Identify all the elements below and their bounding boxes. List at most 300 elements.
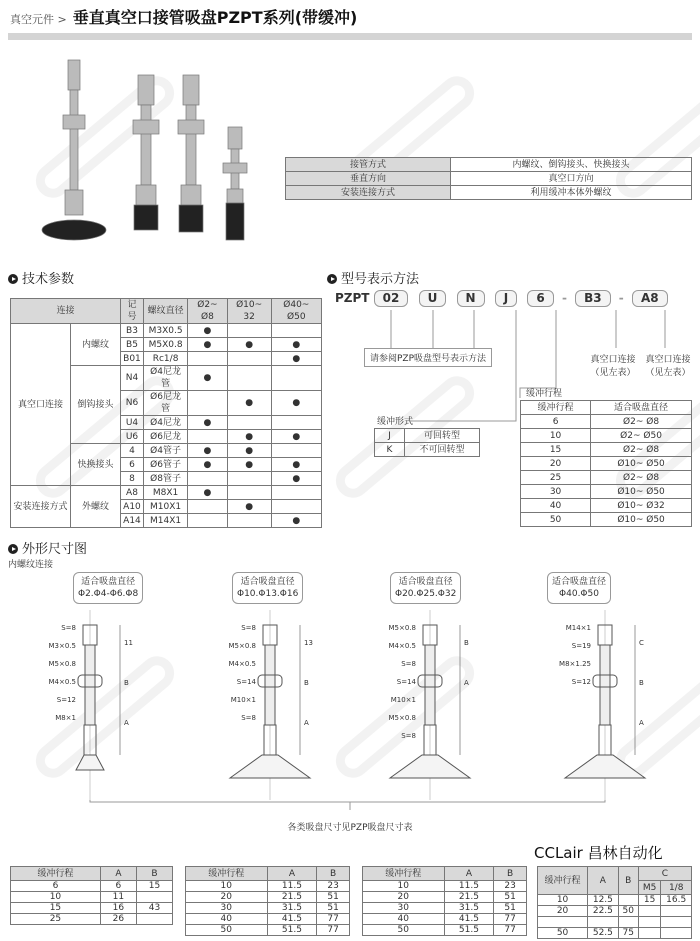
table-row bbox=[538, 895, 692, 906]
dimension-label: M8×1 bbox=[55, 714, 76, 722]
dimension-label: A bbox=[639, 719, 644, 727]
b3-note: 真空口连接 （见左表） bbox=[590, 355, 636, 378]
table-cell: 50 bbox=[618, 906, 638, 917]
table-cell: 11.5 bbox=[267, 881, 317, 892]
table-cell: B bbox=[317, 867, 350, 881]
table-cell: U4 bbox=[121, 416, 144, 430]
table-cell: 30 bbox=[521, 485, 591, 499]
table-cell: 缓冲行程 bbox=[11, 867, 101, 881]
table-cell: B01 bbox=[121, 352, 144, 366]
table-cell: 41.5 bbox=[267, 914, 317, 925]
tech-section-heading bbox=[8, 268, 74, 287]
table-cell: ● bbox=[227, 338, 271, 352]
table-cell: 22.5 bbox=[588, 906, 619, 917]
table-cell: 接管方式 bbox=[286, 158, 451, 172]
table-row bbox=[521, 457, 692, 471]
table-row bbox=[538, 928, 692, 939]
suction-cup bbox=[390, 755, 470, 778]
dims-section-heading bbox=[8, 538, 87, 557]
table-cell: B bbox=[494, 867, 527, 881]
table-cell bbox=[188, 430, 227, 444]
table-row bbox=[11, 903, 173, 914]
table-cell: Rc1/8 bbox=[143, 352, 187, 366]
table-cell bbox=[188, 514, 227, 528]
table-cell bbox=[661, 917, 692, 928]
table-cell: 不可回转型 bbox=[405, 443, 480, 457]
table-cell: 内螺纹 bbox=[71, 324, 121, 366]
table-cell: Ø10~ Ø50 bbox=[591, 485, 692, 499]
fit-diameter-box bbox=[232, 572, 303, 604]
table-cell: A10 bbox=[121, 500, 144, 514]
dimension-label: S=19 bbox=[571, 642, 591, 650]
dimension-label: S=8 bbox=[401, 660, 416, 668]
table-cell: 41.5 bbox=[444, 914, 494, 925]
table-row bbox=[521, 443, 692, 457]
table-cell: M10X1 bbox=[143, 500, 187, 514]
table-cell: 31.5 bbox=[267, 903, 317, 914]
table-cell: M5X0.8 bbox=[143, 338, 187, 352]
table-cell bbox=[227, 352, 271, 366]
table-cell: 6 bbox=[521, 415, 591, 429]
table-cell bbox=[618, 895, 638, 906]
table-cell: 内螺纹、倒钩接头、快换接头 bbox=[451, 158, 692, 172]
dimension-label: M5×0.8 bbox=[388, 714, 416, 722]
table-cell: B bbox=[618, 867, 638, 895]
table-cell: 15 bbox=[638, 895, 661, 906]
table-cell: Ø10~ Ø50 bbox=[591, 513, 692, 527]
table-cell: M14X1 bbox=[143, 514, 187, 528]
table-cell: 51.5 bbox=[267, 925, 317, 936]
table-cell: Ø10~ Ø32 bbox=[591, 499, 692, 513]
table-cell: 安装连接方式 bbox=[11, 486, 71, 528]
table-cell bbox=[227, 324, 271, 338]
table-cell: ● bbox=[271, 458, 321, 472]
table-cell: 垂直方向 bbox=[286, 172, 451, 186]
table-cell: M8X1 bbox=[143, 486, 187, 500]
table-cell: 适合吸盘直径 bbox=[591, 401, 692, 415]
table-cell: 77 bbox=[317, 914, 350, 925]
table-row bbox=[363, 914, 527, 925]
brand-overlay: CCLair 昌林自动化 bbox=[534, 844, 663, 862]
dimension-label: M10×1 bbox=[390, 696, 416, 704]
table-row bbox=[11, 486, 322, 500]
dash: - bbox=[618, 291, 624, 305]
size-table bbox=[185, 866, 350, 936]
table-cell: 缓冲行程 bbox=[363, 867, 445, 881]
dimension-label: S=12 bbox=[571, 678, 591, 686]
table-cell bbox=[227, 486, 271, 500]
table-row bbox=[363, 892, 527, 903]
table-cell: 16 bbox=[100, 903, 136, 914]
table-cell: A14 bbox=[121, 514, 144, 528]
dimension-label: B bbox=[464, 639, 469, 647]
table-row bbox=[538, 906, 692, 917]
table-cell bbox=[136, 892, 172, 903]
table-cell: U6 bbox=[121, 430, 144, 444]
dims-caption: 各类吸盘尺寸见PZP吸盘尺寸表 bbox=[287, 823, 413, 833]
table-cell: 30 bbox=[186, 903, 268, 914]
dimension-label: S=8 bbox=[401, 732, 416, 740]
table-cell: M5 bbox=[638, 881, 661, 895]
table-cell: 51 bbox=[494, 903, 527, 914]
table-cell: 6 bbox=[121, 458, 144, 472]
table-cell: Ø2~ Ø50 bbox=[591, 429, 692, 443]
overview-table bbox=[285, 157, 692, 200]
table-cell: 10 bbox=[538, 895, 588, 906]
table-cell bbox=[588, 917, 619, 928]
table-row bbox=[363, 903, 527, 914]
fit-label: 适合吸盘直径 bbox=[552, 577, 607, 587]
table-cell: 50 bbox=[521, 513, 591, 527]
table-cell bbox=[271, 486, 321, 500]
table-row bbox=[363, 881, 527, 892]
table-cell bbox=[638, 906, 661, 917]
table-cell: Ø6尼龙管 bbox=[143, 391, 187, 416]
dimension-label: M5×0.8 bbox=[48, 660, 76, 668]
code-type: U bbox=[419, 290, 447, 307]
table-cell bbox=[271, 324, 321, 338]
table-cell bbox=[136, 914, 172, 925]
fit-label: 适合吸盘直径 bbox=[398, 577, 453, 587]
table-cell: Ø8管子 bbox=[143, 472, 187, 486]
dimension-label: A bbox=[124, 719, 129, 727]
table-cell: 25 bbox=[521, 471, 591, 485]
table-cell: 真空口连接 bbox=[11, 324, 71, 486]
table-cell: 10 bbox=[186, 881, 268, 892]
table-cell: 40 bbox=[186, 914, 268, 925]
dimension-label: B bbox=[124, 679, 129, 687]
dims-subtitle: 内螺纹连接 bbox=[8, 560, 54, 570]
table-cell: 15 bbox=[136, 881, 172, 892]
breadcrumb[interactable]: 真空元件 > bbox=[10, 13, 67, 26]
table-header-row bbox=[186, 867, 350, 881]
table-cell: 52.5 bbox=[588, 928, 619, 939]
table-cell bbox=[271, 500, 321, 514]
fit-values: Φ10.Φ13.Φ16 bbox=[237, 589, 299, 599]
table-cell: Ø2~ Ø8 bbox=[591, 415, 692, 429]
table-cell: J bbox=[375, 429, 405, 443]
table-cell: 6 bbox=[100, 881, 136, 892]
title-divider bbox=[8, 33, 692, 40]
table-cell bbox=[227, 366, 271, 391]
table-cell bbox=[638, 917, 661, 928]
table-cell bbox=[188, 472, 227, 486]
code-buffer-stroke: 6 bbox=[527, 290, 553, 307]
body bbox=[265, 645, 275, 725]
dimension-label: M5×0.8 bbox=[388, 624, 416, 632]
table-row bbox=[521, 513, 692, 527]
dimension-label: S=8 bbox=[241, 624, 256, 632]
dimension-label: M8×1.25 bbox=[559, 660, 591, 668]
dimension-label: M4×0.5 bbox=[48, 678, 76, 686]
table-cell: ● bbox=[271, 514, 321, 528]
dimension-label: S=8 bbox=[61, 624, 76, 632]
table-cell: ● bbox=[188, 416, 227, 430]
table-cell: 连接 bbox=[11, 299, 121, 324]
table-cell: 12.5 bbox=[588, 895, 619, 906]
table-row bbox=[11, 881, 173, 892]
table-cell: Ø2~ Ø8 bbox=[188, 299, 227, 324]
dimension-drawings bbox=[0, 610, 700, 810]
play-bullet-icon bbox=[327, 274, 337, 284]
table-cell: Ø2~ Ø8 bbox=[591, 443, 692, 457]
table-cell: Ø4尼龙 bbox=[143, 416, 187, 430]
model-prefix: PZPT bbox=[335, 291, 370, 305]
dimension-label: M4×0.5 bbox=[388, 642, 416, 650]
table-cell: ● bbox=[188, 486, 227, 500]
table-cell: B3 bbox=[121, 324, 144, 338]
dimension-label: S=12 bbox=[56, 696, 76, 704]
dimension-label: M4×0.5 bbox=[228, 660, 256, 668]
table-cell: 10 bbox=[521, 429, 591, 443]
table-row bbox=[521, 471, 692, 485]
table-cell: 外螺纹 bbox=[71, 486, 121, 528]
dimension-label: M3×0.5 bbox=[48, 642, 76, 650]
fit-values: Φ40.Φ50 bbox=[559, 589, 599, 599]
size-table bbox=[10, 866, 173, 925]
table-cell bbox=[661, 906, 692, 917]
size-table bbox=[362, 866, 527, 936]
table-cell: 11.5 bbox=[444, 881, 494, 892]
header bbox=[10, 5, 357, 28]
table-cell: Ø40~ Ø50 bbox=[271, 299, 321, 324]
table-cell: A bbox=[100, 867, 136, 881]
table-cell: 缓冲行程 bbox=[186, 867, 268, 881]
table-cell: Ø4管子 bbox=[143, 444, 187, 458]
table-cell: 快换接头 bbox=[71, 444, 121, 486]
table-row bbox=[375, 429, 480, 443]
tech-params-table bbox=[10, 298, 322, 528]
dimension-label: S=14 bbox=[396, 678, 416, 686]
table-row bbox=[286, 172, 692, 186]
table-cell: 23 bbox=[317, 881, 350, 892]
table-cell bbox=[271, 366, 321, 391]
fit-values: Φ2.Φ4-Φ6.Φ8 bbox=[78, 589, 139, 599]
table-cell: 77 bbox=[317, 925, 350, 936]
buffer-stroke-table bbox=[520, 400, 692, 527]
table-row bbox=[286, 186, 692, 200]
body bbox=[425, 645, 435, 725]
table-cell: K bbox=[375, 443, 405, 457]
table-cell: 51 bbox=[494, 892, 527, 903]
fit-values: Φ20.Φ25.Φ32 bbox=[395, 589, 457, 599]
table-cell: 倒钩接头 bbox=[71, 366, 121, 444]
table-cell: A bbox=[444, 867, 494, 881]
table-cell: ● bbox=[227, 444, 271, 458]
table-row bbox=[538, 917, 692, 928]
table-cell: ● bbox=[227, 500, 271, 514]
table-cell: ● bbox=[271, 391, 321, 416]
dimension-label: M5×0.8 bbox=[228, 642, 256, 650]
table-cell: 缓冲行程 bbox=[521, 401, 591, 415]
table-cell bbox=[188, 391, 227, 416]
table-cell: A bbox=[588, 867, 619, 895]
table-row bbox=[11, 324, 322, 338]
table-cell: 51.5 bbox=[444, 925, 494, 936]
table-cell: 缓冲行程 bbox=[538, 867, 588, 895]
table-cell bbox=[227, 416, 271, 430]
table-row bbox=[186, 881, 350, 892]
dimension-label: M14×1 bbox=[565, 624, 591, 632]
buffer-stroke-label: 缓冲行程 bbox=[526, 389, 563, 399]
body bbox=[600, 645, 610, 725]
table-cell: B5 bbox=[121, 338, 144, 352]
table-cell: N4 bbox=[121, 366, 144, 391]
suction-cup bbox=[565, 755, 645, 778]
dimension-label: S=8 bbox=[241, 714, 256, 722]
table-cell: M3X0.5 bbox=[143, 324, 187, 338]
table-cell: 31.5 bbox=[444, 903, 494, 914]
table-cell: ● bbox=[271, 352, 321, 366]
fit-label: 适合吸盘直径 bbox=[81, 577, 136, 587]
table-row bbox=[186, 914, 350, 925]
table-cell: 4 bbox=[121, 444, 144, 458]
table-cell: 51 bbox=[317, 892, 350, 903]
table-cell bbox=[188, 500, 227, 514]
fit-diameter-box bbox=[390, 572, 461, 604]
table-row bbox=[11, 892, 173, 903]
buffer-form-label: 缓冲形式 bbox=[377, 417, 414, 427]
dimension-label: A bbox=[464, 679, 469, 687]
table-cell: 51 bbox=[317, 903, 350, 914]
table-cell: N6 bbox=[121, 391, 144, 416]
table-cell bbox=[271, 416, 321, 430]
code-mount: A8 bbox=[632, 290, 668, 307]
table-cell bbox=[618, 917, 638, 928]
table-cell: A bbox=[267, 867, 317, 881]
table-cell: 1/8 bbox=[661, 881, 692, 895]
table-header-row bbox=[11, 299, 322, 324]
table-header-row bbox=[538, 867, 692, 881]
fit-diameter-box bbox=[547, 572, 611, 604]
table-cell: 记号 bbox=[121, 299, 144, 324]
page-title: 垂直真空口接管吸盘PZPT系列(带缓冲) bbox=[72, 8, 358, 27]
table-cell: Ø6管子 bbox=[143, 458, 187, 472]
table-cell: ● bbox=[271, 338, 321, 352]
table-cell: ● bbox=[188, 338, 227, 352]
table-cell: 40 bbox=[521, 499, 591, 513]
play-bullet-icon bbox=[8, 544, 18, 554]
table-cell: 77 bbox=[494, 925, 527, 936]
table-cell: 15 bbox=[521, 443, 591, 457]
code-vacuum-port: B3 bbox=[575, 290, 611, 307]
table-row bbox=[521, 429, 692, 443]
bracket-line bbox=[90, 800, 605, 810]
code-material: N bbox=[457, 290, 485, 307]
table-cell bbox=[661, 928, 692, 939]
table-row bbox=[521, 415, 692, 429]
table-cell bbox=[538, 917, 588, 928]
table-header-row bbox=[521, 401, 692, 415]
table-cell: ● bbox=[188, 324, 227, 338]
table-cell: A8 bbox=[121, 486, 144, 500]
table-cell: ● bbox=[227, 391, 271, 416]
product-photo bbox=[30, 55, 280, 250]
table-cell bbox=[227, 514, 271, 528]
table-cell: 10 bbox=[11, 892, 101, 903]
table-cell: 40 bbox=[363, 914, 445, 925]
section-title: 型号表示方法 bbox=[341, 272, 420, 287]
model-code bbox=[335, 290, 668, 307]
dash: - bbox=[561, 291, 567, 305]
table-cell bbox=[227, 472, 271, 486]
table-cell: 20 bbox=[363, 892, 445, 903]
buffer-form-table bbox=[374, 428, 480, 457]
table-row bbox=[375, 443, 480, 457]
table-cell: Ø6尼龙 bbox=[143, 430, 187, 444]
table-cell: C bbox=[638, 867, 691, 881]
table-cell: ● bbox=[188, 444, 227, 458]
table-cell: 75 bbox=[618, 928, 638, 939]
table-cell: 26 bbox=[100, 914, 136, 925]
model-section-heading bbox=[327, 268, 419, 287]
dimension-label: M10×1 bbox=[230, 696, 256, 704]
table-cell: 30 bbox=[363, 903, 445, 914]
table-cell: 可回转型 bbox=[405, 429, 480, 443]
table-cell: 11 bbox=[100, 892, 136, 903]
table-cell: Ø4尼龙管 bbox=[143, 366, 187, 391]
table-row bbox=[521, 485, 692, 499]
table-cell: 23 bbox=[494, 881, 527, 892]
dimension-label: B bbox=[304, 679, 309, 687]
table-cell: 利用缓冲本体外螺纹 bbox=[451, 186, 692, 200]
table-header-row bbox=[363, 867, 527, 881]
section-title: 外形尺寸图 bbox=[22, 542, 88, 557]
table-cell: 21.5 bbox=[444, 892, 494, 903]
table-cell: 20 bbox=[521, 457, 591, 471]
table-cell: 21.5 bbox=[267, 892, 317, 903]
table-cell: 10 bbox=[363, 881, 445, 892]
dimension-label: B bbox=[639, 679, 644, 687]
table-cell: 50 bbox=[363, 925, 445, 936]
table-cell bbox=[271, 444, 321, 458]
table-cell: Ø2~ Ø8 bbox=[591, 471, 692, 485]
table-cell: 安装连接方式 bbox=[286, 186, 451, 200]
table-cell: 77 bbox=[494, 914, 527, 925]
table-row bbox=[186, 903, 350, 914]
table-cell bbox=[638, 928, 661, 939]
fit-label: 适合吸盘直径 bbox=[240, 577, 295, 587]
table-cell: 20 bbox=[186, 892, 268, 903]
play-bullet-icon bbox=[8, 274, 18, 284]
table-header-row bbox=[11, 867, 173, 881]
pzp-note: 请参阅PZP吸盘型号表示方法 bbox=[364, 348, 492, 367]
table-row bbox=[286, 158, 692, 172]
dimension-label: S=14 bbox=[236, 678, 256, 686]
table-row bbox=[186, 892, 350, 903]
table-cell: 16.5 bbox=[661, 895, 692, 906]
body bbox=[85, 645, 95, 725]
table-cell: ● bbox=[188, 458, 227, 472]
table-cell: 25 bbox=[11, 914, 101, 925]
table-cell: ● bbox=[188, 366, 227, 391]
dimension-label: A bbox=[304, 719, 309, 727]
table-row bbox=[363, 925, 527, 936]
table-cell: ● bbox=[271, 472, 321, 486]
table-cell: 6 bbox=[11, 881, 101, 892]
table-row bbox=[521, 499, 692, 513]
a8-note: 真空口连接 （见左表） bbox=[645, 355, 691, 378]
code-buffer-form: J bbox=[495, 290, 517, 307]
fit-diameter-box bbox=[73, 572, 143, 604]
size-table bbox=[537, 866, 692, 939]
table-cell: 50 bbox=[186, 925, 268, 936]
table-cell: ● bbox=[227, 430, 271, 444]
table-cell: 20 bbox=[538, 906, 588, 917]
table-cell: 8 bbox=[121, 472, 144, 486]
table-cell: Ø10~ 32 bbox=[227, 299, 271, 324]
code-size: 02 bbox=[374, 290, 409, 307]
